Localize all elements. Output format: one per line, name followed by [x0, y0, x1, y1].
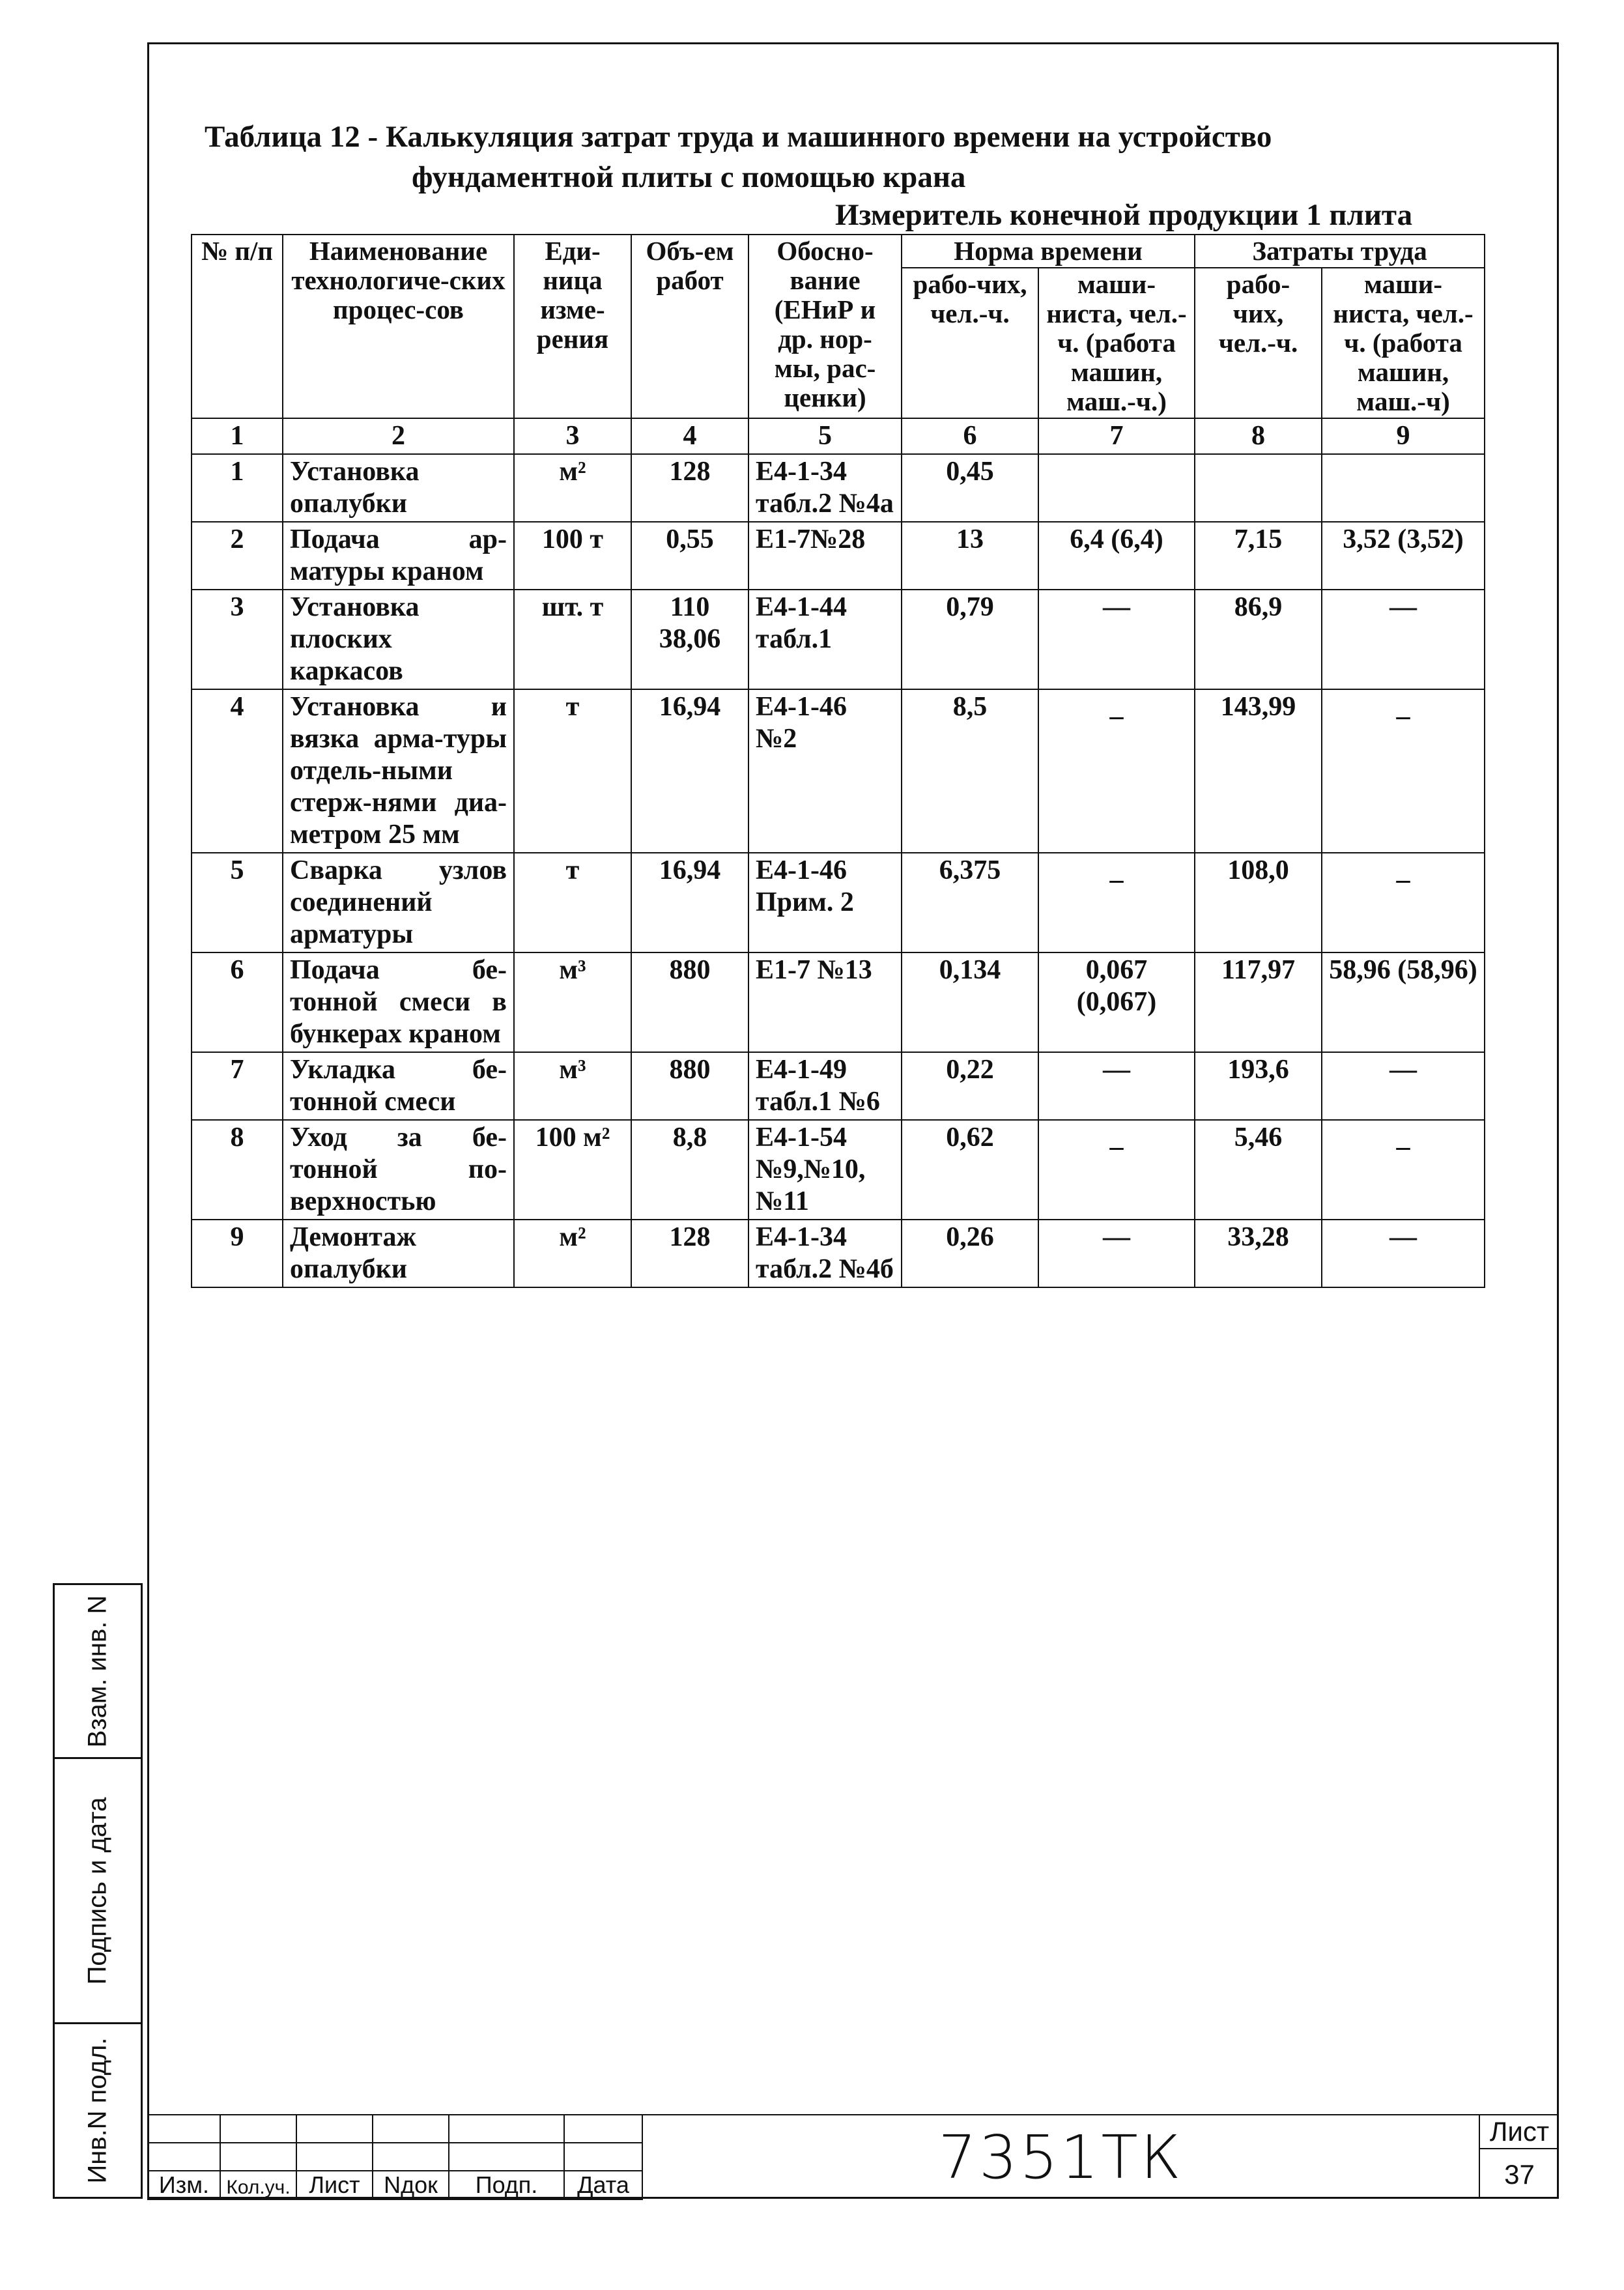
table-title: Таблица 12 - Калькуляция затрат труда и машинного времени на устройство	[205, 120, 1272, 154]
side-cell-inv-podl	[53, 2022, 143, 2199]
side-label-inv-podl: Инв.N подл.	[83, 2037, 112, 2184]
norm-basis-cell: Е1-7№28	[748, 522, 902, 590]
stamp-col-podp: Подп.	[449, 2171, 564, 2199]
labor-calculation-table	[191, 234, 1485, 1288]
norm-machinist-cell: 0,067 (0,067)	[1038, 952, 1195, 1052]
header-norm-workers: рабо-чих, чел.-ч.	[902, 268, 1038, 418]
volume-cell: 16,94	[631, 853, 748, 952]
header-row	[192, 235, 1485, 268]
col-number: 8	[1195, 418, 1322, 454]
stamp-col-izm: Изм.	[148, 2171, 220, 2199]
norm-workers-cell: 0,26	[902, 1220, 1038, 1287]
sheet-box	[1479, 2114, 1559, 2199]
unit-cell: 100 м²	[514, 1120, 631, 1220]
norm-basis-cell: Е4-1-44 табл.1	[748, 590, 902, 689]
process-name-cell: Укладка бе-тонной смеси	[283, 1052, 514, 1120]
row-number-cell: 9	[192, 1220, 283, 1287]
col-number: 1	[192, 418, 283, 454]
stamp-col-data: Дата	[564, 2171, 642, 2199]
side-label-vzam: Взам. инв. N	[83, 1595, 112, 1747]
norm-machinist-cell: 6,4 (6,4)	[1038, 522, 1195, 590]
col-number: 9	[1322, 418, 1485, 454]
side-label-podpis: Подпись и дата	[83, 1797, 112, 1984]
unit-cell: м²	[514, 1220, 631, 1287]
cost-workers-cell: 86,9	[1195, 590, 1322, 689]
process-name-cell: Установка плоских каркасов	[283, 590, 514, 689]
norm-machinist-cell: _	[1038, 1120, 1195, 1220]
table-row	[192, 689, 1485, 853]
header-norm-machinist: маши-ниста, чел.-ч. (работа машин, маш.-ч.)	[1038, 268, 1195, 418]
cost-machinist-cell: —	[1322, 1220, 1485, 1287]
norm-basis-cell: Е4-1-54 №9,№10, №11	[748, 1120, 902, 1220]
document-code: 7351ТК	[642, 2114, 1479, 2199]
row-number-cell: 2	[192, 522, 283, 590]
col-number: 3	[514, 418, 631, 454]
volume-cell: 128	[631, 454, 748, 522]
stamp-col-list: Лист	[296, 2171, 373, 2199]
header-norm-group: Норма времени	[902, 235, 1195, 268]
cost-machinist-cell: —	[1322, 1052, 1485, 1120]
norm-basis-cell: Е1-7 №13	[748, 952, 902, 1052]
norm-workers-cell: 0,45	[902, 454, 1038, 522]
stamp-col-ndok: Nдок	[373, 2171, 449, 2199]
norm-workers-cell: 13	[902, 522, 1038, 590]
header-cost-group: Затраты труда	[1195, 235, 1485, 268]
table-row	[192, 952, 1485, 1052]
table-title-continued: фундаментной плиты с помощью крана	[412, 160, 966, 194]
cost-workers-cell: 193,6	[1195, 1052, 1322, 1120]
col-number: 4	[631, 418, 748, 454]
norm-workers-cell: 0,134	[902, 952, 1038, 1052]
cost-machinist-cell: _	[1322, 853, 1485, 952]
header-cost-workers: рабо-чих, чел.-ч.	[1195, 268, 1322, 418]
row-number-cell: 4	[192, 689, 283, 853]
cost-machinist-cell	[1322, 454, 1485, 522]
col-number: 5	[748, 418, 902, 454]
cost-machinist-cell: _	[1322, 1120, 1485, 1220]
process-name-cell: Установка опалубки	[283, 454, 514, 522]
norm-machinist-cell: —	[1038, 1052, 1195, 1120]
volume-cell: 880	[631, 1052, 748, 1120]
header-cost-machinist: маши-ниста, чел.-ч. (работа машин, маш.-ч)	[1322, 268, 1485, 418]
side-cell-podpis	[53, 1757, 143, 2024]
cost-machinist-cell: _	[1322, 689, 1485, 853]
norm-workers-cell: 6,375	[902, 853, 1038, 952]
side-cell-vzam	[53, 1583, 143, 1759]
volume-cell: 16,94	[631, 689, 748, 853]
header-num: № п/п	[192, 235, 283, 418]
stamp-col-kolych: Кол.уч.	[220, 2171, 296, 2199]
process-name-cell: Подача бе-тонной смеси в бункерах краном	[283, 952, 514, 1052]
norm-basis-cell: Е4-1-34 табл.2 №4б	[748, 1220, 902, 1287]
norm-machinist-cell	[1038, 454, 1195, 522]
table-row	[192, 522, 1485, 590]
process-name-cell: Сварка узлов соединений арматуры	[283, 853, 514, 952]
row-number-cell: 3	[192, 590, 283, 689]
norm-workers-cell: 0,22	[902, 1052, 1038, 1120]
cost-workers-cell: 7,15	[1195, 522, 1322, 590]
cost-machinist-cell: 3,52 (3,52)	[1322, 522, 1485, 590]
col-number: 7	[1038, 418, 1195, 454]
volume-cell: 110 38,06	[631, 590, 748, 689]
col-number: 2	[283, 418, 514, 454]
table-row	[192, 1052, 1485, 1120]
sheet-label: Лист	[1480, 2115, 1559, 2149]
norm-workers-cell: 0,62	[902, 1120, 1038, 1220]
header-volume: Объ-ем работ	[631, 235, 748, 418]
volume-cell: 880	[631, 952, 748, 1052]
row-number-cell: 7	[192, 1052, 283, 1120]
header-name: Наименование технологиче-ских процес-сов	[283, 235, 514, 418]
table-row	[192, 853, 1485, 952]
norm-workers-cell: 8,5	[902, 689, 1038, 853]
process-name-cell: Подача ар-матуры краном	[283, 522, 514, 590]
unit-cell: м²	[514, 454, 631, 522]
cost-workers-cell: 108,0	[1195, 853, 1322, 952]
cost-workers-cell	[1195, 454, 1322, 522]
row-number-cell: 6	[192, 952, 283, 1052]
volume-cell: 8,8	[631, 1120, 748, 1220]
cost-workers-cell: 5,46	[1195, 1120, 1322, 1220]
col-number: 6	[902, 418, 1038, 454]
cost-workers-cell: 33,28	[1195, 1220, 1322, 1287]
sheet-number: 37	[1504, 2159, 1535, 2190]
unit-cell: м³	[514, 952, 631, 1052]
norm-machinist-cell: —	[1038, 1220, 1195, 1287]
table-row	[192, 1120, 1485, 1220]
norm-basis-cell: Е4-1-49 табл.1 №6	[748, 1052, 902, 1120]
row-number-cell: 8	[192, 1120, 283, 1220]
norm-workers-cell: 0,79	[902, 590, 1038, 689]
norm-basis-cell: Е4-1-34 табл.2 №4а	[748, 454, 902, 522]
column-number-row	[192, 418, 1485, 454]
unit-cell: 100 т	[514, 522, 631, 590]
cost-workers-cell: 117,97	[1195, 952, 1322, 1052]
norm-basis-cell: Е4-1-46 Прим. 2	[748, 853, 902, 952]
norm-machinist-cell: _	[1038, 689, 1195, 853]
table-row	[192, 1220, 1485, 1287]
process-name-cell: Демонтаж опалубки	[283, 1220, 514, 1287]
table-row	[192, 590, 1485, 689]
header-unit: Еди-ница изме-рения	[514, 235, 631, 418]
cost-machinist-cell: 58,96 (58,96)	[1322, 952, 1485, 1052]
unit-cell: м³	[514, 1052, 631, 1120]
cost-machinist-cell: —	[1322, 590, 1485, 689]
row-number-cell: 5	[192, 853, 283, 952]
unit-cell: шт. т	[514, 590, 631, 689]
norm-machinist-cell: _	[1038, 853, 1195, 952]
norm-machinist-cell: —	[1038, 590, 1195, 689]
table-row	[192, 454, 1485, 522]
process-name-cell: Установка и вязка арма-туры отдель-ными стерж-нями диа-метром 25 мм	[283, 689, 514, 853]
volume-cell: 128	[631, 1220, 748, 1287]
cost-workers-cell: 143,99	[1195, 689, 1322, 853]
header-basis: Обосно-вание (ЕНиР и др. нор-мы, рас-ценки)	[748, 235, 902, 418]
unit-cell: т	[514, 853, 631, 952]
volume-cell: 0,55	[631, 522, 748, 590]
title-block-revisions	[147, 2114, 643, 2200]
row-number-cell: 1	[192, 454, 283, 522]
production-meter: Измеритель конечной продукции 1 плита	[835, 198, 1413, 232]
norm-basis-cell: Е4-1-46 №2	[748, 689, 902, 853]
unit-cell: т	[514, 689, 631, 853]
process-name-cell: Уход за бе-тонной по-верхностью	[283, 1120, 514, 1220]
